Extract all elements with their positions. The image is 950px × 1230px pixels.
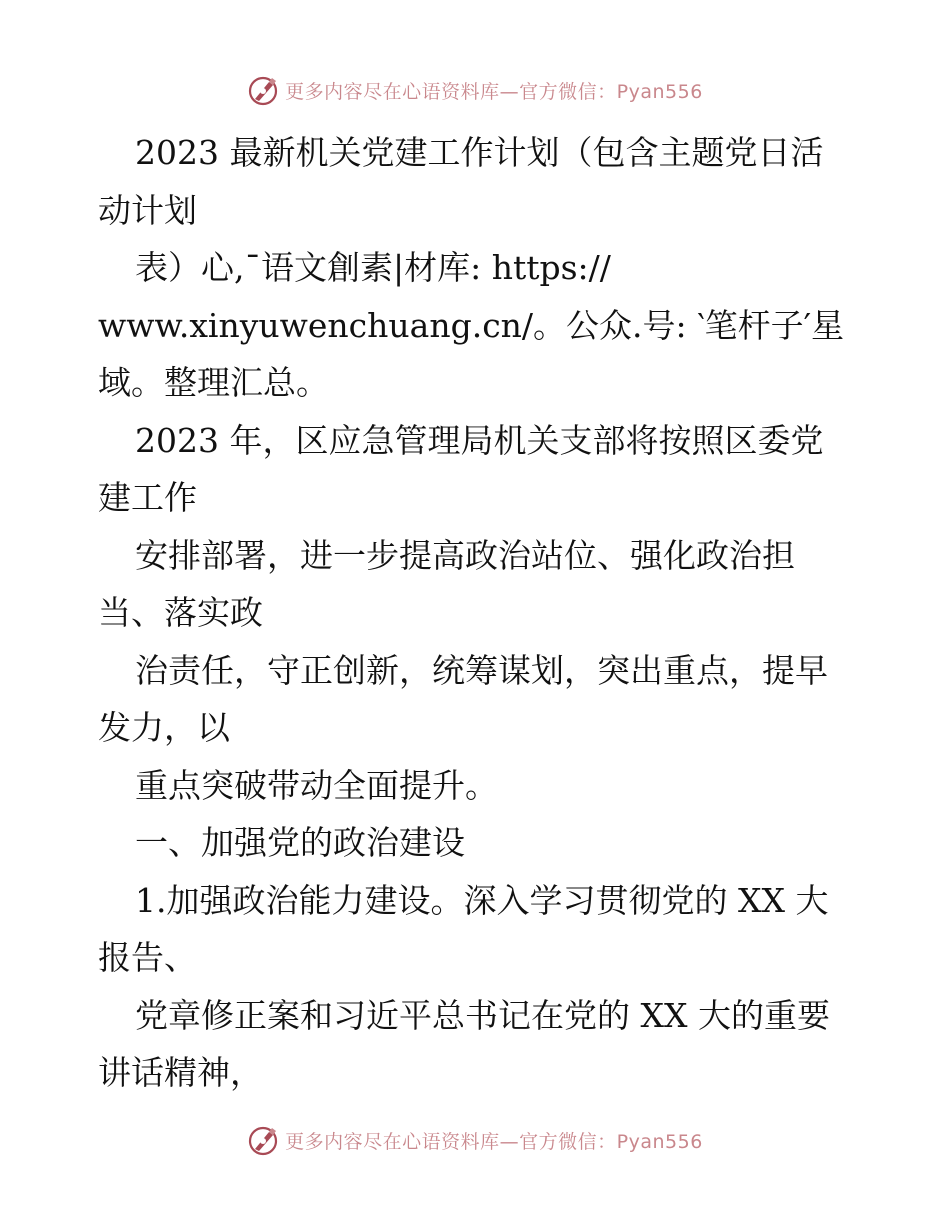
pen-logo-icon <box>247 1124 279 1156</box>
pen-logo-icon <box>247 74 279 106</box>
text-line: 治责任，守正创新，统筹谋划，突出重点，提早 <box>135 650 828 690</box>
text-line: 发力，以 <box>98 708 230 747</box>
text-line: 讲话精神， <box>98 1053 263 1092</box>
text-line: 安排部署，进一步提高政治站位、强化政治担 <box>135 535 795 575</box>
footer-watermark-banner <box>0 1120 950 1160</box>
text-line: 2023 最新机关党建工作计划（包含主题党日活 <box>135 133 824 172</box>
text-line: 当、落实政 <box>98 593 263 632</box>
watermark-text: 更多内容尽在心语资料库—官方微信：Pyan556 <box>285 80 703 103</box>
text-line: 建工作 <box>98 478 197 517</box>
text-line: 动计划 <box>98 190 197 230</box>
document-body <box>98 124 858 1102</box>
header-watermark-banner <box>0 70 950 110</box>
text-line: 1.加强政治能力建设。深入学习贯彻党的 XX 大 <box>135 880 829 920</box>
watermark-text: 更多内容尽在心语资料库—官方微信：Pyan556 <box>285 1130 703 1153</box>
text-line: www.xinyuwenchuang.cn/。公众.号: ‵笔杆子′星 <box>98 305 845 345</box>
text-line: 域。整理汇总。 <box>98 363 329 402</box>
text-line: 表）心,¯语文創素|材库: https:// <box>135 248 611 287</box>
text-line: 2023 年，区应急管理局机关支部将按照区委党 <box>135 420 824 460</box>
text-line: 重点突破带动全面提升。 <box>135 765 498 805</box>
text-line: 报告、 <box>98 938 197 977</box>
text-line: 党章修正案和习近平总书记在党的 XX 大的重要 <box>135 995 830 1035</box>
section-heading: 一、加强党的政治建设 <box>135 823 465 862</box>
